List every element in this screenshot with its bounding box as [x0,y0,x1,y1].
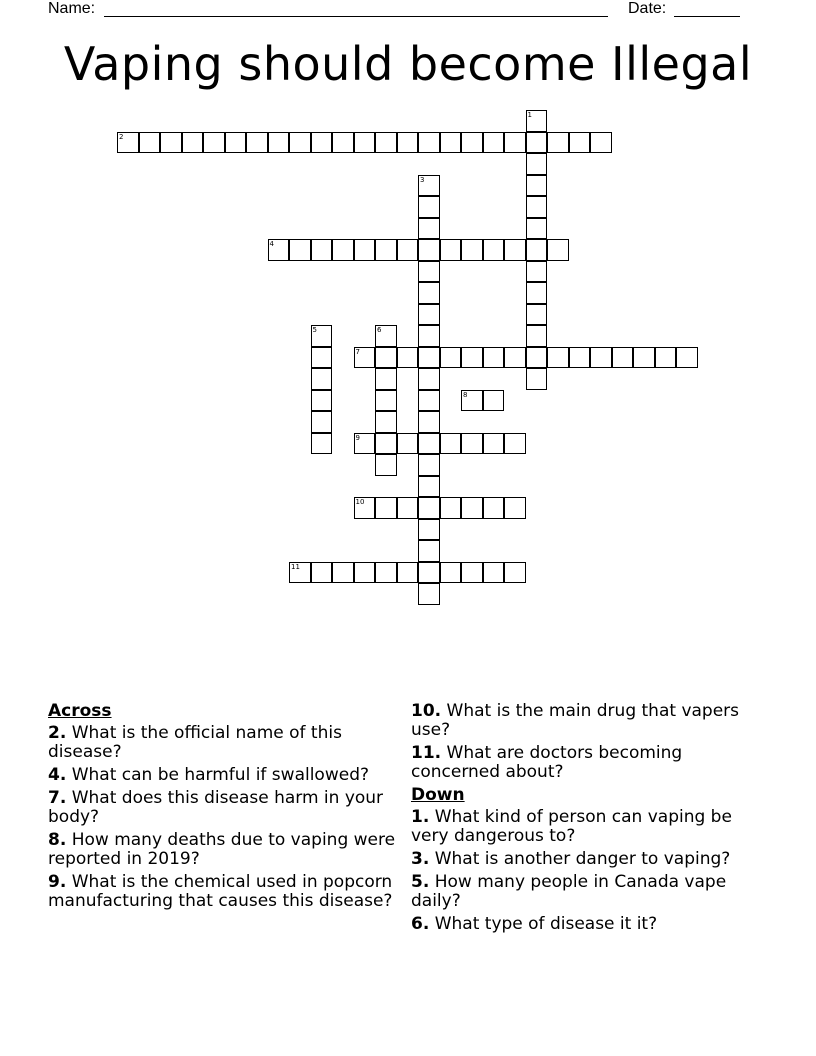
crossword-cell[interactable] [354,433,376,455]
across-clue [48,831,403,869]
crossword-cell[interactable] [526,347,548,369]
crossword-cell[interactable] [483,347,505,369]
crossword-cell[interactable] [418,239,440,261]
crossword-cell[interactable] [397,497,419,519]
crossword-cell[interactable] [311,411,333,433]
crossword-cell[interactable] [289,239,311,261]
clue-number: 11. [411,743,442,763]
clue-text: What is the official name of this disease? [48,723,342,762]
crossword-cell[interactable] [590,347,612,369]
crossword-cell[interactable] [504,347,526,369]
crossword-cell[interactable] [418,261,440,283]
crossword-cell[interactable] [311,390,333,412]
crossword-cell[interactable] [375,562,397,584]
crossword-cell[interactable] [418,433,440,455]
crossword-cell[interactable] [375,368,397,390]
crossword-cell[interactable] [526,239,548,261]
crossword-cell[interactable] [526,218,548,240]
crossword-cell[interactable] [375,390,397,412]
clue-number: 2. [48,723,67,743]
crossword-cell[interactable] [504,239,526,261]
crossword-cell[interactable] [418,282,440,304]
across-clue [411,744,771,782]
crossword-cell[interactable] [440,433,462,455]
crossword-cell[interactable] [354,562,376,584]
clues-column-left [48,702,403,915]
crossword-cell[interactable] [311,368,333,390]
cell-clue-number: 7 [355,347,360,356]
crossword-cell[interactable] [483,390,505,412]
clue-text: What type of disease it it? [434,914,658,934]
crossword-cell[interactable] [483,239,505,261]
crossword-cell[interactable] [160,132,182,154]
crossword-cell[interactable] [332,562,354,584]
clue-text: How many deaths due to vaping were reported in 2019? [48,830,396,869]
crossword-cell[interactable] [354,239,376,261]
crossword-cell[interactable] [418,476,440,498]
crossword-cell[interactable] [418,583,440,605]
crossword-cell[interactable] [504,433,526,455]
crossword-cell[interactable] [397,347,419,369]
crossword-cell[interactable] [332,132,354,154]
crossword-cell[interactable] [268,239,290,261]
cell-clue-number: 2 [119,132,124,141]
cell-clue-number: 4 [269,240,274,248]
crossword-cell[interactable] [483,132,505,154]
crossword-cell[interactable] [289,132,311,154]
date-label: Date: [628,0,667,17]
crossword-cell[interactable] [375,411,397,433]
crossword-cell[interactable] [418,562,440,584]
down-clue [411,850,771,869]
crossword-cell[interactable] [397,132,419,154]
crossword-cell[interactable] [311,325,333,347]
crossword-cell[interactable] [504,132,526,154]
crossword-cell[interactable] [311,433,333,455]
crossword-cell[interactable] [311,239,333,261]
crossword-cell[interactable] [397,562,419,584]
cell-clue-number: 5 [312,326,317,334]
crossword-cell[interactable] [375,497,397,519]
page-title: Vaping should become Illegal [63,37,753,91]
crossword-cell[interactable] [526,325,548,347]
clue-number: 8. [48,830,67,850]
crossword-cell[interactable] [461,132,483,154]
cell-clue-number: 6 [377,326,382,334]
crossword-cell[interactable] [418,196,440,218]
cell-clue-number: 11 [291,562,300,571]
crossword-cell[interactable] [375,454,397,476]
crossword-cell[interactable] [461,239,483,261]
cell-clue-number: 1 [527,111,532,119]
crossword-cell[interactable] [375,325,397,347]
crossword-cell[interactable] [418,325,440,347]
clue-text: What kind of person can vaping be very dangerous to? [411,807,732,846]
crossword-cell[interactable] [117,132,139,154]
down-clue [411,915,771,934]
crossword-cell[interactable] [526,261,548,283]
crossword-cell[interactable] [461,347,483,369]
crossword-cell[interactable] [633,347,655,369]
clue-text: What is another danger to vaping? [434,849,731,869]
clue-text: What are doctors becoming concerned about? [411,743,683,782]
down-clue [411,808,771,846]
clue-text: What is the main drug that vapers use? [411,701,740,740]
crossword-cell[interactable] [418,390,440,412]
crossword-cell[interactable] [547,239,569,261]
crossword-cell[interactable] [526,175,548,197]
worksheet-header [0,0,816,20]
crossword-cell[interactable] [225,132,247,154]
clue-number: 4. [48,765,67,785]
crossword-cell[interactable] [246,132,268,154]
crossword-cell[interactable] [418,175,440,197]
crossword-cell[interactable] [418,497,440,519]
crossword-cell[interactable] [526,110,548,132]
crossword-cell[interactable] [418,304,440,326]
crossword-cell[interactable] [268,132,290,154]
across-clue [48,766,403,785]
across-heading: Across [48,701,112,721]
crossword-cell[interactable] [418,347,440,369]
crossword-cell[interactable] [612,347,634,369]
crossword-cell[interactable] [375,239,397,261]
crossword-cell[interactable] [311,132,333,154]
across-clue [48,789,403,827]
crossword-cell[interactable] [418,540,440,562]
clue-text: How many people in Canada vape daily? [411,872,727,911]
crossword-cell[interactable] [440,132,462,154]
clue-text: What does this disease harm in your body? [48,788,384,827]
crossword-cell[interactable] [461,497,483,519]
crossword-cell[interactable] [547,347,569,369]
crossword-cell[interactable] [461,562,483,584]
crossword-cell[interactable] [461,433,483,455]
crossword-cell[interactable] [483,562,505,584]
crossword-cell[interactable] [397,433,419,455]
clue-text: What is the chemical used in popcorn manufacturing that causes this disease? [48,872,393,911]
cell-clue-number: 3 [420,175,425,184]
crossword-cell[interactable] [418,411,440,433]
clue-number: 9. [48,872,67,892]
crossword-cell[interactable] [526,282,548,304]
clue-number: 1. [411,807,430,827]
crossword-cell[interactable] [375,433,397,455]
crossword-cell[interactable] [311,347,333,369]
crossword-cell[interactable] [418,454,440,476]
crossword-cell[interactable] [289,562,311,584]
crossword-cell[interactable] [461,390,483,412]
across-clue [48,724,403,762]
crossword-cell[interactable] [418,519,440,541]
crossword-cell[interactable] [203,132,225,154]
crossword-cell[interactable] [526,196,548,218]
crossword-cell[interactable] [418,368,440,390]
crossword-cell[interactable] [655,347,677,369]
clue-number: 3. [411,849,430,869]
crossword-cell[interactable] [526,153,548,175]
crossword-cell[interactable] [440,562,462,584]
crossword-cell[interactable] [526,368,548,390]
crossword-cell[interactable] [418,132,440,154]
crossword-cell[interactable] [182,132,204,154]
clue-number: 10. [411,701,442,721]
name-label: Name: [48,0,96,17]
crossword-cell[interactable] [483,497,505,519]
clues-column-right [411,702,771,938]
cell-clue-number: 8 [463,390,468,399]
crossword-cell[interactable] [483,433,505,455]
crossword-cell[interactable] [526,132,548,154]
crossword-cell[interactable] [440,347,462,369]
down-heading: Down [411,785,465,805]
crossword-cell[interactable] [440,239,462,261]
crossword-cell[interactable] [375,347,397,369]
down-clue [411,873,771,911]
clue-number: 6. [411,914,430,934]
name-blank-line[interactable] [104,16,608,17]
crossword-cell[interactable] [440,497,462,519]
crossword-cell[interactable] [139,132,161,154]
crossword-cell[interactable] [354,132,376,154]
clue-number: 7. [48,788,67,808]
crossword-cell[interactable] [354,497,376,519]
date-blank-line[interactable] [674,16,740,17]
crossword-cell[interactable] [569,347,591,369]
crossword-cell[interactable] [418,218,440,240]
clue-text: What can be harmful if swallowed? [71,765,370,785]
crossword-cell[interactable] [397,239,419,261]
across-clue [411,702,771,740]
crossword-cell[interactable] [504,497,526,519]
crossword-cell[interactable] [375,132,397,154]
crossword-cell[interactable] [547,132,569,154]
across-clue [48,873,403,911]
crossword-cell[interactable] [354,347,376,369]
crossword-cell[interactable] [590,132,612,154]
cell-clue-number: 10 [355,498,365,506]
crossword-cell[interactable] [311,562,333,584]
crossword-cell[interactable] [569,132,591,154]
clue-number: 5. [411,872,430,892]
crossword-cell[interactable] [676,347,698,369]
crossword-cell[interactable] [526,304,548,326]
cell-clue-number: 9 [355,433,360,442]
crossword-cell[interactable] [504,562,526,584]
crossword-cell[interactable] [332,239,354,261]
